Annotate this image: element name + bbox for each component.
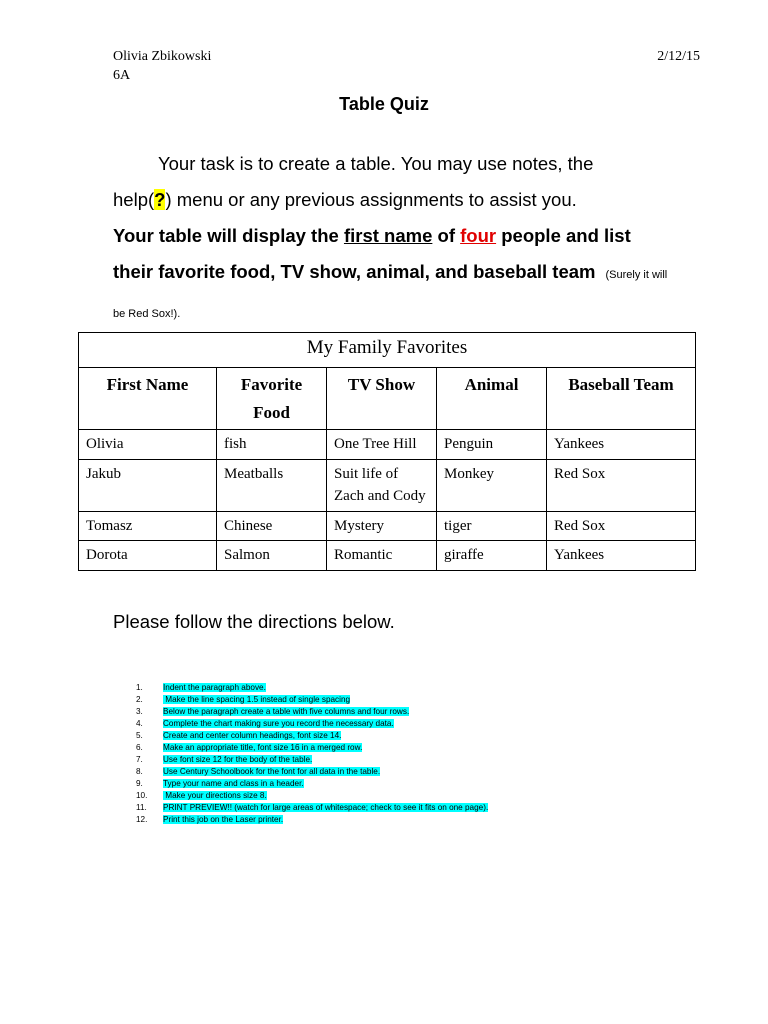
table-cell: Chinese xyxy=(217,511,327,541)
column-header: Baseball Team xyxy=(547,368,696,430)
table-cell: Romantic xyxy=(327,541,437,571)
instructions-paragraph xyxy=(113,146,673,332)
help-question-mark: ? xyxy=(154,189,166,210)
table-cell: Monkey xyxy=(437,459,547,511)
table-cell: Suit life of Zach and Cody xyxy=(327,459,437,511)
table-cell: Mystery xyxy=(327,511,437,541)
direction-number: 10. xyxy=(136,791,148,800)
table-cell: Red Sox xyxy=(547,459,696,511)
bold-sentence xyxy=(113,225,631,282)
direction-text: Make your directions size 8. xyxy=(163,791,267,800)
table-cell: fish xyxy=(217,430,327,460)
direction-number: 4. xyxy=(136,719,143,728)
direction-number: 12. xyxy=(136,815,148,824)
table-cell: Salmon xyxy=(217,541,327,571)
direction-number: 7. xyxy=(136,755,143,764)
list-item xyxy=(136,694,488,706)
direction-text: Indent the paragraph above. xyxy=(163,683,266,692)
table-row xyxy=(79,541,696,571)
list-item xyxy=(136,706,488,718)
direction-text: Print this job on the Laser printer. xyxy=(163,815,284,824)
help-suffix: ) menu or any previous assignments to assist you. xyxy=(165,189,577,210)
table-cell: Yankees xyxy=(547,430,696,460)
list-item xyxy=(136,814,488,826)
list-item xyxy=(136,730,488,742)
direction-number: 8. xyxy=(136,767,143,776)
direction-number: 9. xyxy=(136,779,143,788)
four-red-underlined: four xyxy=(460,225,497,246)
table-cell: Dorota xyxy=(79,541,217,571)
table-row xyxy=(79,430,696,460)
direction-text: Type your name and class in a header. xyxy=(163,779,304,788)
direction-number: 6. xyxy=(136,743,143,752)
direction-number: 2. xyxy=(136,695,143,704)
list-item xyxy=(136,802,488,814)
direction-text: Use Century Schoolbook for the font for all data in the table. xyxy=(163,767,381,776)
direction-number: 5. xyxy=(136,731,143,740)
page-title: Table Quiz xyxy=(339,94,429,114)
table-cell: Jakub xyxy=(79,459,217,511)
list-item xyxy=(136,778,488,790)
direction-text: Below the paragraph create a table with five columns and four rows. xyxy=(163,707,410,716)
student-name: Olivia Zbikowski xyxy=(113,49,212,64)
column-header: TV Show xyxy=(327,368,437,430)
direction-number: 1. xyxy=(136,683,143,692)
list-item xyxy=(136,766,488,778)
column-header: Animal xyxy=(437,368,547,430)
list-item xyxy=(136,754,488,766)
table-title: My Family Favorites xyxy=(79,333,696,368)
direction-text: Make an appropriate title, font size 16 in a merged row. xyxy=(163,743,363,752)
paragraph-line1: Your task is to create a table. You may use notes, the xyxy=(158,153,594,174)
table-title-row xyxy=(79,333,696,368)
list-item xyxy=(136,742,488,754)
table-cell: Meatballs xyxy=(217,459,327,511)
table-cell: Olivia xyxy=(79,430,217,460)
bold-of: of xyxy=(432,225,461,246)
direction-text: Use font size 12 for the body of the table. xyxy=(163,755,313,764)
table-cell: Penguin xyxy=(437,430,547,460)
table-row xyxy=(79,459,696,511)
header-date: 2/12/15 xyxy=(657,49,700,64)
direction-text: Create and center column headings, font size 14. xyxy=(163,731,342,740)
table-header-row xyxy=(79,368,696,430)
direction-number: 11. xyxy=(136,803,147,812)
bold-suffix: people and list their favorite food, TV show, animal, and baseball team xyxy=(113,225,631,282)
help-prefix: help( xyxy=(113,189,155,210)
direction-text: Make the line spacing 1.5 instead of single spacing xyxy=(163,695,351,704)
table-row xyxy=(79,511,696,541)
table-cell: giraffe xyxy=(437,541,547,571)
header-name-block xyxy=(113,47,211,85)
bold-prefix: Your table will display the xyxy=(113,225,344,246)
first-name-underlined: first name xyxy=(343,225,433,246)
column-header: First Name xyxy=(79,368,217,430)
table-cell: Red Sox xyxy=(547,511,696,541)
direction-text: PRINT PREVIEW!! (watch for large areas of whitespace; check to see it fits on one page). xyxy=(163,803,489,812)
list-item xyxy=(136,718,488,730)
red-sox-note: (Surely it will be Red Sox!). xyxy=(113,269,668,320)
directions-list xyxy=(136,682,488,826)
table-cell: One Tree Hill xyxy=(327,430,437,460)
follow-directions-text: Please follow the directions below. xyxy=(113,611,395,632)
family-favorites-table xyxy=(78,332,696,571)
table-cell: Tomasz xyxy=(79,511,217,541)
column-header: Favorite Food xyxy=(217,368,327,430)
table-cell: Yankees xyxy=(547,541,696,571)
direction-text: Complete the chart making sure you record the necessary data. xyxy=(163,719,394,728)
table-cell: tiger xyxy=(437,511,547,541)
student-class: 6A xyxy=(113,68,131,83)
list-item xyxy=(136,790,488,802)
list-item xyxy=(136,682,488,694)
direction-number: 3. xyxy=(136,707,143,716)
